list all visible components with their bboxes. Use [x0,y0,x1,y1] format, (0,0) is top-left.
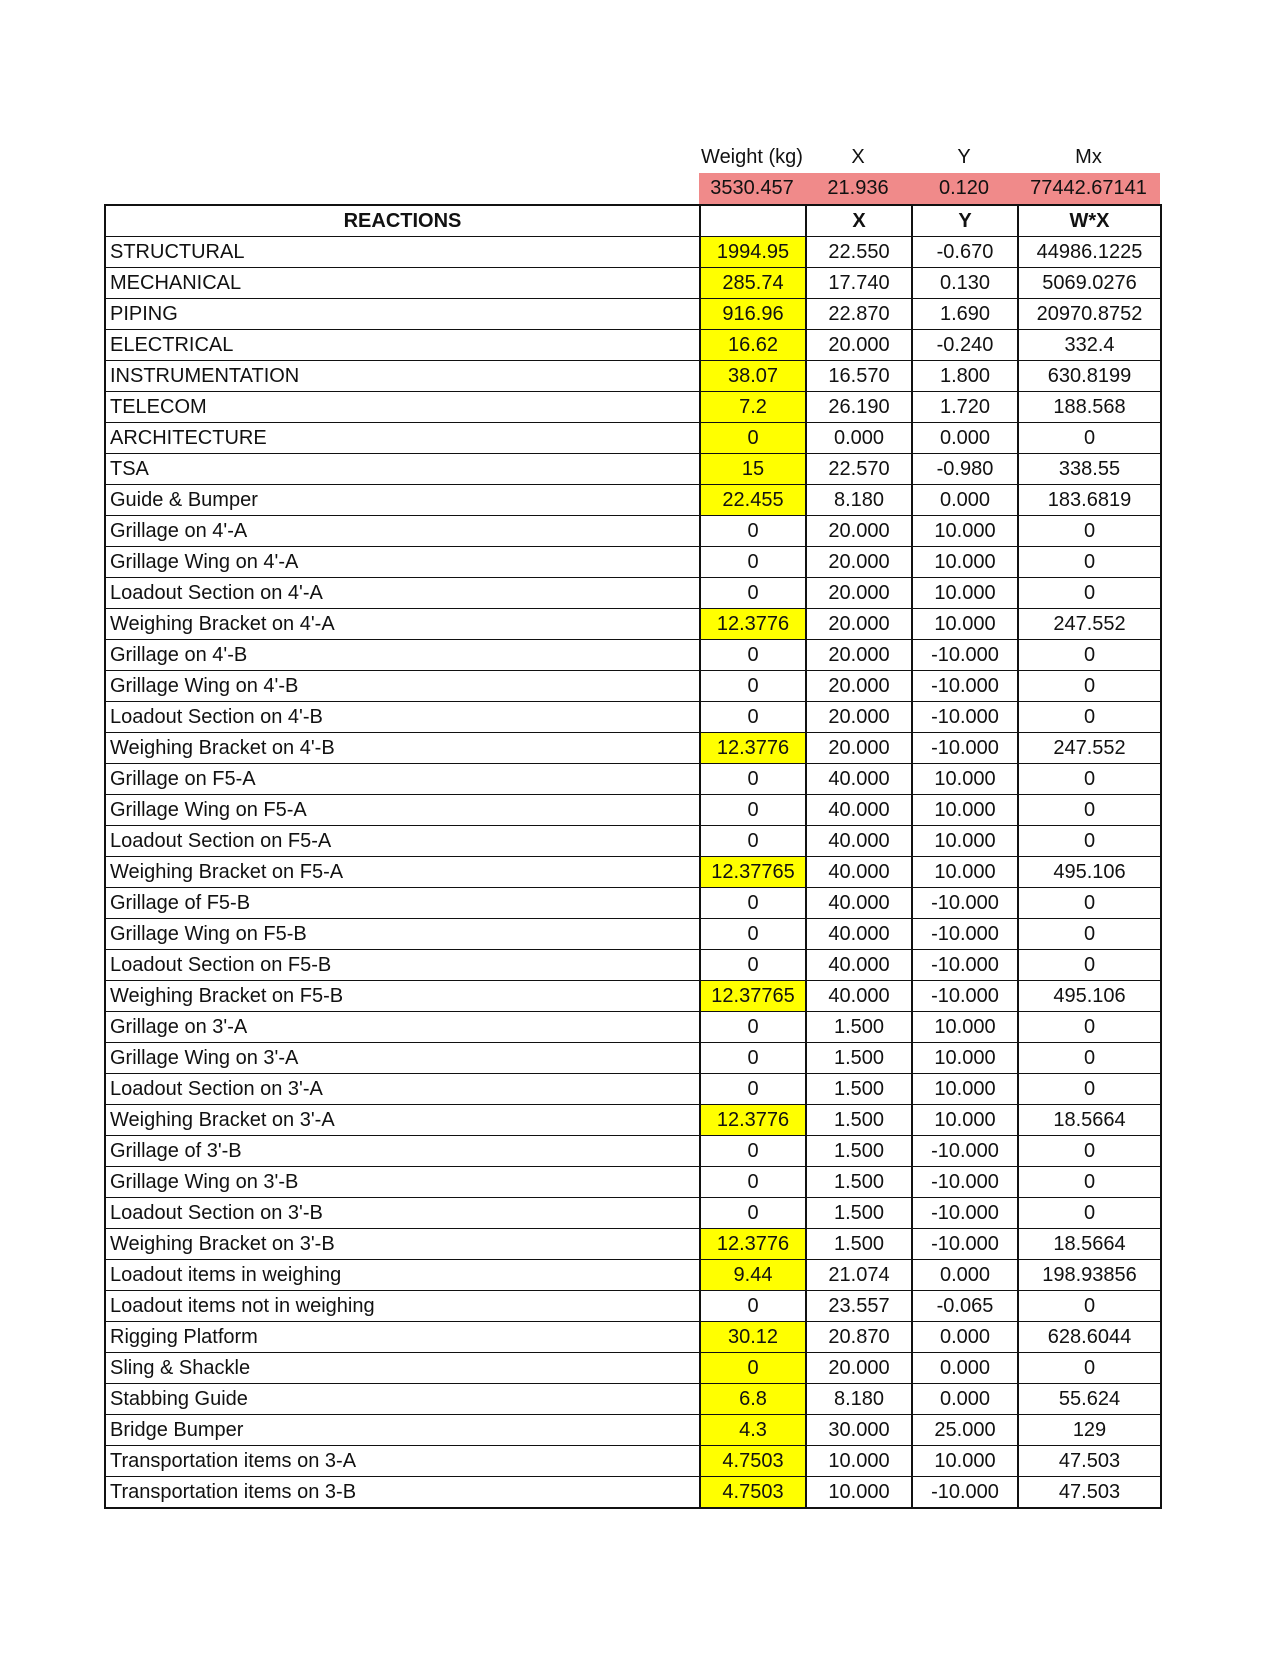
row-x-cell[interactable]: 40.000 [806,826,912,857]
row-x-cell[interactable]: 22.570 [806,454,912,485]
row-wx-cell[interactable]: 0 [1018,826,1161,857]
x-column-header: X [806,205,912,237]
row-x-cell[interactable]: 0.000 [806,423,912,454]
table-row [105,1043,1161,1074]
row-x-cell[interactable]: 20.000 [806,640,912,671]
row-weight-cell[interactable]: 0 [700,1353,806,1384]
row-wx-cell[interactable]: 0 [1018,516,1161,547]
table-row [105,392,1161,423]
row-x-cell[interactable]: 8.180 [806,485,912,516]
row-label-cell[interactable]: Transportation items on 3-B [105,1477,700,1509]
row-weight-cell[interactable]: 6.8 [700,1384,806,1415]
mx-label: Mx [1075,146,1102,168]
x-label: X [851,146,865,168]
row-wx-cell[interactable]: 338.55 [1018,454,1161,485]
table-body [105,237,1161,1509]
row-wx-cell[interactable]: 0 [1018,950,1161,981]
row-wx-cell[interactable]: 183.6819 [1018,485,1161,516]
row-wx-cell[interactable]: 0 [1018,1074,1161,1105]
row-weight-cell[interactable]: 0 [700,1043,806,1074]
row-wx-cell[interactable]: 188.568 [1018,392,1161,423]
row-x-cell[interactable]: 23.557 [806,1291,912,1322]
row-x-cell[interactable]: 40.000 [806,764,912,795]
row-wx-cell[interactable]: 0 [1018,919,1161,950]
row-weight-cell[interactable]: 0 [700,1198,806,1229]
row-label-cell[interactable]: Rigging Platform [105,1322,700,1353]
row-weight-cell[interactable]: 16.62 [700,330,806,361]
row-x-cell[interactable]: 20.000 [806,609,912,640]
row-x-cell[interactable]: 26.190 [806,392,912,423]
table-row [105,1074,1161,1105]
row-x-cell[interactable]: 20.000 [806,330,912,361]
row-wx-cell[interactable]: 0 [1018,1043,1161,1074]
wx-column-header: W*X [1018,205,1161,237]
row-y-cell[interactable]: -10.000 [912,1477,1018,1509]
row-y-cell[interactable]: 10.000 [912,1446,1018,1477]
row-y-cell[interactable]: 0.000 [912,1322,1018,1353]
row-x-cell[interactable]: 20.000 [806,733,912,764]
row-label-cell[interactable]: Grillage of F5-B [105,888,700,919]
row-weight-cell[interactable]: 0 [700,640,806,671]
table-row [105,919,1161,950]
row-y-cell[interactable]: 0.000 [912,485,1018,516]
row-x-cell[interactable]: 40.000 [806,950,912,981]
row-weight-cell[interactable]: 0 [700,1167,806,1198]
row-wx-cell[interactable]: 0 [1018,1198,1161,1229]
row-label-cell[interactable]: Grillage of 3'-B [105,1136,700,1167]
row-label-cell[interactable]: INSTRUMENTATION [105,361,700,392]
row-weight-cell[interactable]: 0 [700,1136,806,1167]
row-wx-cell[interactable]: 18.5664 [1018,1229,1161,1260]
row-weight-cell[interactable]: 0 [700,795,806,826]
row-y-cell[interactable]: -10.000 [912,919,1018,950]
table-row [105,423,1161,454]
table-row [105,1167,1161,1198]
summary-values-row [104,173,1160,204]
row-label-cell[interactable]: Loadout Section on 4'-B [105,702,700,733]
row-y-cell[interactable]: -10.000 [912,950,1018,981]
row-weight-cell[interactable]: 0 [700,423,806,454]
row-label-cell[interactable]: Loadout Section on 3'-B [105,1198,700,1229]
table-row [105,1322,1161,1353]
row-weight-cell[interactable]: 0 [700,1291,806,1322]
table-row [105,857,1161,888]
table-row [105,764,1161,795]
row-weight-cell[interactable]: 22.455 [700,485,806,516]
row-weight-cell[interactable]: 4.7503 [700,1446,806,1477]
row-x-cell[interactable]: 20.000 [806,578,912,609]
row-weight-cell[interactable]: 0 [700,826,806,857]
row-y-cell[interactable]: -10.000 [912,671,1018,702]
row-label-cell[interactable]: Loadout items not in weighing [105,1291,700,1322]
row-y-cell[interactable]: 0.000 [912,423,1018,454]
row-x-cell[interactable]: 22.550 [806,237,912,268]
row-x-cell[interactable]: 1.500 [806,1167,912,1198]
row-y-cell[interactable]: 10.000 [912,578,1018,609]
summary-header-row [104,142,1160,173]
row-weight-cell[interactable]: 30.12 [700,1322,806,1353]
table-row [105,1105,1161,1136]
row-y-cell[interactable]: 10.000 [912,1074,1018,1105]
row-label-cell[interactable]: TSA [105,454,700,485]
row-label-cell[interactable]: TELECOM [105,392,700,423]
row-wx-cell[interactable]: 0 [1018,423,1161,454]
row-weight-cell[interactable]: 12.3776 [700,733,806,764]
row-y-cell[interactable]: 10.000 [912,764,1018,795]
row-wx-cell[interactable]: 0 [1018,795,1161,826]
row-y-cell[interactable]: 10.000 [912,795,1018,826]
row-x-cell[interactable]: 22.870 [806,299,912,330]
table-row [105,330,1161,361]
table-row [105,1229,1161,1260]
row-x-cell[interactable]: 8.180 [806,1384,912,1415]
table-row [105,1291,1161,1322]
y-column-header: Y [912,205,1018,237]
row-label-cell[interactable]: Loadout Section on 3'-A [105,1074,700,1105]
table-row [105,268,1161,299]
table-header-row [105,205,1161,237]
row-y-cell[interactable]: -10.000 [912,888,1018,919]
row-x-cell[interactable]: 1.500 [806,1012,912,1043]
row-weight-cell[interactable]: 0 [700,1012,806,1043]
row-weight-cell[interactable]: 0 [700,516,806,547]
row-y-cell[interactable]: -10.000 [912,981,1018,1012]
row-wx-cell[interactable]: 129 [1018,1415,1161,1446]
table-row [105,1446,1161,1477]
row-wx-cell[interactable]: 20970.8752 [1018,299,1161,330]
spreadsheet-page [104,142,1160,1509]
row-label-cell[interactable]: STRUCTURAL [105,237,700,268]
row-wx-cell[interactable]: 0 [1018,640,1161,671]
row-wx-cell[interactable]: 47.503 [1018,1446,1161,1477]
row-wx-cell[interactable]: 0 [1018,578,1161,609]
row-wx-cell[interactable]: 47.503 [1018,1477,1161,1509]
row-y-cell[interactable]: -10.000 [912,733,1018,764]
row-wx-cell[interactable]: 0 [1018,1012,1161,1043]
row-y-cell[interactable]: -0.670 [912,237,1018,268]
row-label-cell[interactable]: Weighing Bracket on F5-A [105,857,700,888]
row-x-cell[interactable]: 20.000 [806,516,912,547]
row-y-cell[interactable]: -10.000 [912,1198,1018,1229]
row-weight-cell[interactable]: 12.3776 [700,609,806,640]
row-label-cell[interactable]: ARCHITECTURE [105,423,700,454]
table-row [105,981,1161,1012]
row-label-cell[interactable]: Loadout Section on F5-B [105,950,700,981]
row-wx-cell[interactable]: 495.106 [1018,857,1161,888]
cog-y-cell[interactable]: 0.120 [911,173,1017,204]
row-x-cell[interactable]: 20.000 [806,547,912,578]
row-weight-cell[interactable]: 916.96 [700,299,806,330]
table-row [105,361,1161,392]
row-x-cell[interactable]: 40.000 [806,888,912,919]
row-wx-cell[interactable]: 0 [1018,547,1161,578]
row-label-cell[interactable]: Grillage on 4'-B [105,640,700,671]
row-y-cell[interactable]: 10.000 [912,826,1018,857]
row-weight-cell[interactable]: 4.7503 [700,1477,806,1509]
row-label-cell[interactable]: Bridge Bumper [105,1415,700,1446]
row-wx-cell[interactable]: 5069.0276 [1018,268,1161,299]
row-x-cell[interactable]: 1.500 [806,1229,912,1260]
row-y-cell[interactable]: -10.000 [912,702,1018,733]
table-row [105,237,1161,268]
row-label-cell[interactable]: Loadout Section on F5-A [105,826,700,857]
total-mx-cell[interactable]: 77442.67141 [1017,173,1160,204]
row-label-cell[interactable]: Grillage Wing on 4'-B [105,671,700,702]
row-wx-cell[interactable]: 247.552 [1018,733,1161,764]
table-row [105,1198,1161,1229]
row-label-cell[interactable]: Transportation items on 3-A [105,1446,700,1477]
row-label-cell[interactable]: Grillage Wing on 4'-A [105,547,700,578]
table-row [105,733,1161,764]
row-label-cell[interactable]: Weighing Bracket on 3'-B [105,1229,700,1260]
row-x-cell[interactable]: 1.500 [806,1136,912,1167]
row-wx-cell[interactable]: 0 [1018,671,1161,702]
table-row [105,1136,1161,1167]
table-row [105,702,1161,733]
table-row [105,516,1161,547]
row-y-cell[interactable]: 0.000 [912,1353,1018,1384]
weight-label: Weight (kg) [701,146,803,168]
row-weight-cell[interactable]: 9.44 [700,1260,806,1291]
reactions-table [104,204,1162,1509]
row-wx-cell[interactable]: 44986.1225 [1018,237,1161,268]
row-x-cell[interactable]: 17.740 [806,268,912,299]
row-y-cell[interactable]: 10.000 [912,1043,1018,1074]
row-label-cell[interactable]: Weighing Bracket on 4'-A [105,609,700,640]
table-row [105,888,1161,919]
table-row [105,1260,1161,1291]
table-row [105,671,1161,702]
row-y-cell[interactable]: -10.000 [912,1229,1018,1260]
row-y-cell[interactable]: -0.980 [912,454,1018,485]
table-row [105,454,1161,485]
table-row [105,299,1161,330]
row-y-cell[interactable]: 0.000 [912,1384,1018,1415]
table-row [105,1012,1161,1043]
row-label-cell[interactable]: Grillage Wing on F5-B [105,919,700,950]
row-weight-cell[interactable]: 0 [700,764,806,795]
row-label-cell[interactable]: Grillage on F5-A [105,764,700,795]
row-weight-cell[interactable]: 0 [700,888,806,919]
row-x-cell[interactable]: 20.000 [806,1353,912,1384]
row-y-cell[interactable]: 0.130 [912,268,1018,299]
row-wx-cell[interactable]: 247.552 [1018,609,1161,640]
row-x-cell[interactable]: 10.000 [806,1477,912,1509]
row-x-cell[interactable]: 40.000 [806,919,912,950]
row-weight-cell[interactable]: 0 [700,919,806,950]
row-weight-cell[interactable]: 15 [700,454,806,485]
row-label-cell[interactable]: Grillage on 4'-A [105,516,700,547]
cog-x-cell[interactable]: 21.936 [805,173,911,204]
row-weight-cell[interactable]: 7.2 [700,392,806,423]
row-x-cell[interactable]: 20.870 [806,1322,912,1353]
row-weight-cell[interactable]: 1994.95 [700,237,806,268]
row-y-cell[interactable]: 10.000 [912,516,1018,547]
row-label-cell[interactable]: Loadout items in weighing [105,1260,700,1291]
row-wx-cell[interactable]: 630.8199 [1018,361,1161,392]
table-row [105,578,1161,609]
row-weight-cell[interactable]: 0 [700,547,806,578]
row-y-cell[interactable]: 25.000 [912,1415,1018,1446]
row-wx-cell[interactable]: 198.93856 [1018,1260,1161,1291]
row-y-cell[interactable]: -0.240 [912,330,1018,361]
row-weight-cell[interactable]: 12.37765 [700,981,806,1012]
row-wx-cell[interactable]: 18.5664 [1018,1105,1161,1136]
row-weight-cell[interactable]: 285.74 [700,268,806,299]
row-weight-cell[interactable]: 0 [700,702,806,733]
row-label-cell[interactable]: MECHANICAL [105,268,700,299]
table-row [105,1415,1161,1446]
row-weight-cell[interactable]: 12.37765 [700,857,806,888]
row-x-cell[interactable]: 1.500 [806,1105,912,1136]
row-weight-cell[interactable]: 0 [700,671,806,702]
row-x-cell[interactable]: 10.000 [806,1446,912,1477]
row-wx-cell[interactable]: 628.6044 [1018,1322,1161,1353]
row-label-cell[interactable]: Weighing Bracket on 3'-A [105,1105,700,1136]
row-wx-cell[interactable]: 495.106 [1018,981,1161,1012]
row-x-cell[interactable]: 40.000 [806,857,912,888]
row-label-cell[interactable]: PIPING [105,299,700,330]
table-row [105,547,1161,578]
row-weight-cell[interactable]: 0 [700,1074,806,1105]
table-row [105,950,1161,981]
row-label-cell[interactable]: Stabbing Guide [105,1384,700,1415]
row-weight-cell[interactable]: 12.3776 [700,1105,806,1136]
table-row [105,826,1161,857]
weight-header-blank [700,205,806,237]
row-weight-cell[interactable]: 0 [700,950,806,981]
row-label-cell[interactable]: Grillage on 3'-A [105,1012,700,1043]
row-y-cell[interactable]: 1.720 [912,392,1018,423]
row-y-cell[interactable]: 10.000 [912,857,1018,888]
row-wx-cell[interactable]: 0 [1018,1136,1161,1167]
table-row [105,1384,1161,1415]
total-weight-cell[interactable]: 3530.457 [699,173,805,204]
row-x-cell[interactable]: 40.000 [806,981,912,1012]
row-x-cell[interactable]: 1.500 [806,1198,912,1229]
row-wx-cell[interactable]: 0 [1018,702,1161,733]
row-wx-cell[interactable]: 0 [1018,764,1161,795]
row-y-cell[interactable]: -0.065 [912,1291,1018,1322]
row-x-cell[interactable]: 1.500 [806,1043,912,1074]
row-wx-cell[interactable]: 0 [1018,1291,1161,1322]
row-label-cell[interactable]: Weighing Bracket on F5-B [105,981,700,1012]
row-y-cell[interactable]: -10.000 [912,1136,1018,1167]
row-label-cell[interactable]: Guide & Bumper [105,485,700,516]
row-y-cell[interactable]: -10.000 [912,1167,1018,1198]
row-wx-cell[interactable]: 0 [1018,1167,1161,1198]
row-weight-cell[interactable]: 4.3 [700,1415,806,1446]
table-row [105,1477,1161,1509]
row-label-cell[interactable]: Grillage Wing on 3'-A [105,1043,700,1074]
row-y-cell[interactable]: 1.800 [912,361,1018,392]
row-x-cell[interactable]: 20.000 [806,671,912,702]
row-wx-cell[interactable]: 332.4 [1018,330,1161,361]
row-weight-cell[interactable]: 0 [700,578,806,609]
table-row [105,640,1161,671]
reactions-title: REACTIONS [105,205,700,237]
row-x-cell[interactable]: 1.500 [806,1074,912,1105]
row-label-cell[interactable]: Grillage Wing on F5-A [105,795,700,826]
table-row [105,1353,1161,1384]
row-weight-cell[interactable]: 38.07 [700,361,806,392]
table-row [105,609,1161,640]
row-y-cell[interactable]: 1.690 [912,299,1018,330]
row-x-cell[interactable]: 30.000 [806,1415,912,1446]
table-row [105,795,1161,826]
row-y-cell[interactable]: 10.000 [912,1105,1018,1136]
row-wx-cell[interactable]: 55.624 [1018,1384,1161,1415]
row-y-cell[interactable]: 0.000 [912,1260,1018,1291]
row-x-cell[interactable]: 40.000 [806,795,912,826]
row-label-cell[interactable]: Grillage Wing on 3'-B [105,1167,700,1198]
row-x-cell[interactable]: 16.570 [806,361,912,392]
row-y-cell[interactable]: 10.000 [912,547,1018,578]
row-weight-cell[interactable]: 12.3776 [700,1229,806,1260]
table-row [105,485,1161,516]
row-label-cell[interactable]: Weighing Bracket on 4'-B [105,733,700,764]
row-y-cell[interactable]: 10.000 [912,1012,1018,1043]
row-x-cell[interactable]: 20.000 [806,702,912,733]
y-label: Y [957,146,971,168]
row-wx-cell[interactable]: 0 [1018,888,1161,919]
row-y-cell[interactable]: -10.000 [912,640,1018,671]
row-wx-cell[interactable]: 0 [1018,1353,1161,1384]
row-y-cell[interactable]: 10.000 [912,609,1018,640]
row-label-cell[interactable]: Sling & Shackle [105,1353,700,1384]
row-x-cell[interactable]: 21.074 [806,1260,912,1291]
row-label-cell[interactable]: ELECTRICAL [105,330,700,361]
row-label-cell[interactable]: Loadout Section on 4'-A [105,578,700,609]
